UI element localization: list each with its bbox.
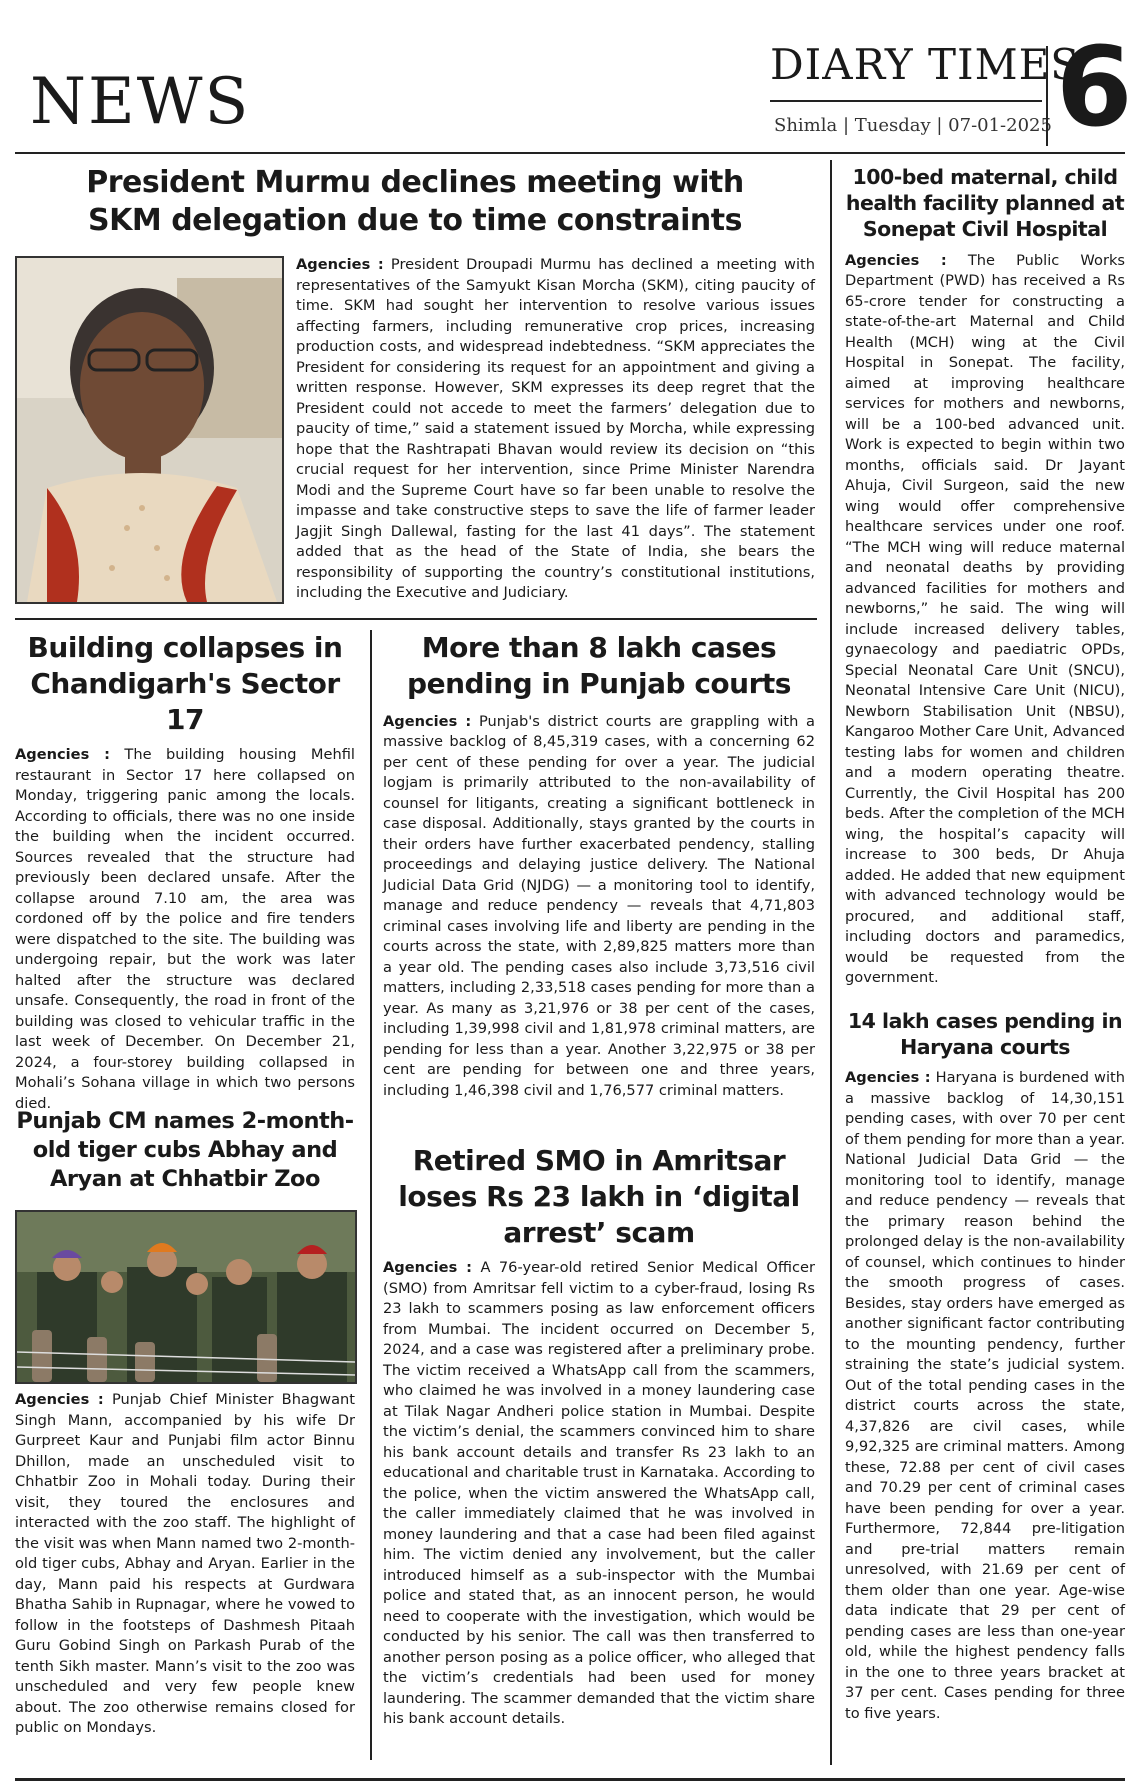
right-column-divider — [830, 160, 832, 1765]
article-sonepat-hospital — [845, 164, 1125, 989]
headline-murmu: President Murmu declines meeting with SKM delegation due to time constraints — [86, 165, 744, 239]
agency-credit: Agencies : — [383, 1259, 472, 1277]
article-tiger-cubs — [15, 1107, 355, 1193]
article-body-murmu — [296, 255, 815, 604]
masthead-divider — [1046, 46, 1048, 146]
dateline: Shimla | Tuesday | 07-01-2025 — [774, 115, 1052, 136]
agency-credit: Agencies : — [15, 746, 110, 764]
body-text: A 76-year-old retired Senior Medical Officer (SMO) from Amritsar fell victim to a cyber-fraud, losing Rs 23 lakh to scammers posing as law enforcement officers from Mumbai. The incident occurred on December 5, 2024, and a case was registered after a preliminary probe. The victim received a WhatsApp call from the scammers, who claimed he was involved in a money laundering case at Tilak Nagar Andheri police station in Mumbai. Despite the victim’s denial, the scammers convinced him to share his bank account details and transfer Rs 23 lakh to an educational and charitable trust in Karnataka. According to the police, when the victim answered the WhatsApp call, the caller immediately claimed that he was involved in money laundering and that a case had been filed against him. The victim denied any involvement, but the caller introduced himself as a sub-inspector with the Mumbai police and stated that, as an innocent person, he would need to cooperate with the investigation, which would be conducted by his senior. The call was then transferred to another person posing as a police officer, who alleged that the victim’s credentials had been used for money laundering. The scammer demanded that the victim share his bank account details. — [383, 1259, 815, 1728]
newspaper-name: DIARY TIMES — [770, 40, 1081, 89]
article-punjab-courts — [383, 630, 815, 1101]
body-text: Punjab Chief Minister Bhagwant Singh Mann, accompanied by his wife Dr Gurpreet Kaur and Punjabi film actor Binnu Dhillon, made an unscheduled visit to Chhatbir Zoo in Mohali today. During their visit, they toured the enclosures and interacted with the zoo staff. The highlight of the visit was when Mann named two 2-month-old tiger cubs, Abhay and Aryan. Earlier in the day, Mann paid his respects at Gurdwara Bhatha Sahib in Rupnagar, where he vowed to follow in the footsteps of Dashmesh Pitaah Guru Gobind Singh on Parkash Purab of the tenth Sikh master. Mann’s visit to the zoo was unscheduled and very few people knew about. The zoo otherwise remains closed for public on Mondays. — [15, 1391, 356, 1736]
headline-haryana-courts: 14 lakh cases pending in Haryana courts — [847, 1009, 1123, 1060]
agency-credit: Agencies : — [845, 1069, 931, 1087]
bottom-rule — [15, 1778, 1125, 1781]
page-number: 6 — [1056, 23, 1133, 151]
article-body-tiger-cubs — [15, 1390, 355, 1739]
headline-sonepat-hospital: 100-bed maternal, child health facility planned at Sonepat Civil Hospital — [845, 165, 1125, 242]
photo-president-murmu — [15, 256, 284, 604]
article-building-collapse — [15, 630, 355, 1114]
lead-story-rule — [15, 618, 817, 620]
body-text: The building housing Mehfil restaurant in Sector 17 here collapsed on Monday, triggering panic among the locals. According to officials, there was no one inside the building when the incident occurred. Sources revealed that the structure had previously been declared unsafe. After the collapse around 7.10 am, the area was cordoned off by the police and fire tenders were dispatched to the site. The building was undergoing repair, but the work was later halted after the structure was declared unsafe. Consequently, the road in front of the building was closed to vehicular traffic in the last week of December. On December 21, 2024, a four-storey building collapsed in Mohali’s Sohana village in which two persons died. — [15, 746, 355, 1112]
body-text: Punjab's district courts are grappling with a massive backlog of 8,45,319 cases, with a concerning 62 per cent of these pending for over a year. The judicial logjam is primarily attributed to the non-availability of counsel for litigants, creating a significant bottleneck in case disposal. Additionally, stays granted by the courts in their orders have further exacerbated pendency, stalling proceedings and delaying justice delivery. The National Judicial Data Grid (NJDG) — a monitoring tool to identify, manage and reduce pendency — reveals that 4,71,803 criminal cases involving life and liberty are pending in the courts across the state, with 2,89,825 matters more than a year old. The pending cases also include 3,73,516 civil matters, including 2,33,518 cases pending for more than a year. As many as 3,21,976 or 38 per cent of the cases, including 1,39,998 civil and 1,81,978 criminal matters, are pending for less than a year. Another 3,22,975 or 38 per cent are pending for between one and three years, including 1,46,398 civil and 1,76,577 criminal matters. — [383, 712, 815, 1099]
top-rule — [15, 152, 1125, 154]
agency-credit: Agencies : — [296, 256, 384, 273]
headline-smo-scam: Retired SMO in Amritsar loses Rs 23 lakh in ‘digital arrest’ scam — [398, 1144, 800, 1249]
photo-chhatbir-zoo-visit — [15, 1210, 357, 1384]
agency-credit: Agencies : — [845, 251, 947, 269]
article-haryana-courts — [845, 1008, 1125, 1724]
zoo-visit-image — [17, 1212, 355, 1382]
article-smo-scam — [383, 1143, 815, 1730]
body-text: President Droupadi Murmu has declined a meeting with representatives of the Samyukt Kisan Morcha (SKM), citing paucity of time. SKM had sought her intervention to resolve various issues affecting farmers, including remunerative crop prices, increasing production costs, and widespread indebtedness. “SKM appreciates the President for considering its request for an appointment and giving a written response. However, SKM expresses its deep regret that the President could not accede to meet the farmers’ delegation due to paucity of time,” said a statement issued by Morcha, while expressing hope that the Rashtrapati Bhavan would review its decision on “this crucial request for her intervention, since Prime Minister Narendra Modi and the Supreme Court have so far been unable to resolve the impasse and take constructive steps to save the life of farmer leader Jagjit Singh Dallewal, fasting for the last 41 days”. The statement added that as the head of the State of India, she bears the responsibility of supporting the country’s constitutional institutions, including the Executive and Judiciary. — [296, 256, 815, 601]
brand-underline — [770, 100, 1042, 102]
portrait-image — [17, 258, 282, 602]
agency-credit: Agencies : — [383, 712, 472, 730]
headline-punjab-courts: More than 8 lakh cases pending in Punjab courts — [407, 631, 791, 700]
section-title: NEWS — [30, 65, 251, 139]
article-murmu — [15, 164, 815, 241]
body-text: The Public Works Department (PWD) has received a Rs 65-crore tender for constructing a state-of-the-art Maternal and Child Health (MCH) wing at the Civil Hospital in Sonepat. The facility, aimed at improving healthcare services for mothers and newborns, will be a 100-bed advanced unit. Work is expected to begin within two months, officials said. Dr Jayant Ahuja, Civil Surgeon, said the new wing would offer comprehensive healthcare services under one roof. “The MCH wing will reduce maternal and neonatal deaths by providing advanced facilities for mothers and newborns,” he said. The wing will include increased delivery tables, gynaecology and paediatric OPDs, Special Neonatal Care Unit (SNCU), Neonatal Intensive Care Unit (NICU), Newborn Stabilisation Unit (NBSU), Kangaroo Mother Care Unit, Advanced testing labs for women and children and a modern operating theatre. Currently, the Civil Hospital has 200 beds. After the completion of the MCH wing, the hospital’s capacity will increase to 300 beds, Dr Ahuja added. He added that new equipment with advanced technology would be procured, and additional staff, including doctors and paramedics, would be requested from the government. — [845, 251, 1125, 987]
agency-credit: Agencies : — [15, 1391, 104, 1408]
middle-column-divider — [370, 630, 372, 1760]
body-text: Haryana is burdened with a massive backlog of 14,30,151 pending cases, with over 70 per cent of them pending for more than a year. National Judicial Data Grid — the monitoring tool to identify, manage and reduce pendency — reveals that the primary reason behind the prolonged delay is the non-availability of counsel, which continues to hinder the smooth progress of cases. Besides, stay orders have emerged as another significant factor contributing to the mounting pendency, further straining the state’s judicial system. Out of the total pending cases in the district courts across the state, 4,37,826 are civil cases, while 9,92,325 are criminal matters. Among these, 72.88 per cent of civil cases and 70.29 per cent of criminal cases have been pending for over a year. Furthermore, 72,844 pre-litigation and pre-trial matters remain unresolved, with 21.69 per cent of them older than one year. Age-wise data indicate that 29 per cent of pending cases are less than one-year old, while the highest pendency falls in the one to three years bracket at 37 per cent. Cases pending for three to five years. — [845, 1069, 1125, 1722]
headline-building-collapse: Building collapses in Chandigarh's Sector 17 — [27, 631, 343, 736]
headline-tiger-cubs: Punjab CM names 2-month-old tiger cubs Abhay and Aryan at Chhatbir Zoo — [16, 1108, 354, 1192]
